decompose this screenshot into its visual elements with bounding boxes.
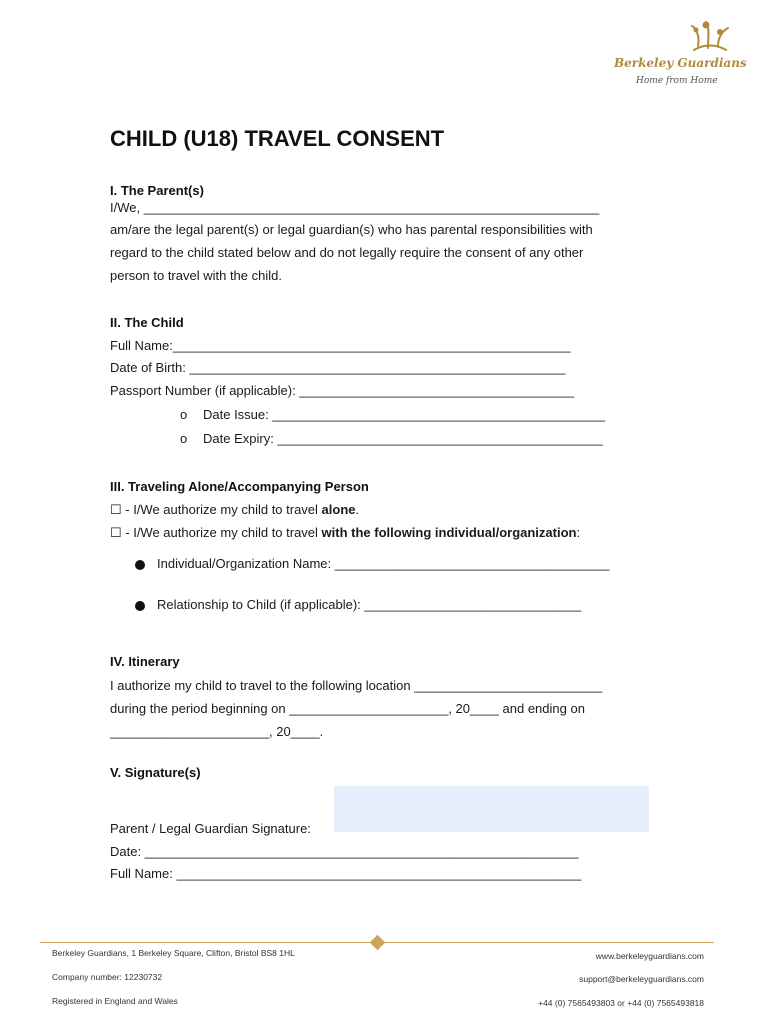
passport-expiry-date-field[interactable]: Date Expiry: _____________________________________________ bbox=[203, 431, 603, 446]
companion-name-field[interactable]: Individual/Organization Name: ______________________________________ bbox=[157, 556, 610, 571]
passport-issue-date-field[interactable]: Date Issue: ______________________________________________ bbox=[203, 407, 605, 422]
signature-label: Parent / Legal Guardian Signature: bbox=[110, 821, 311, 836]
parents-statement-line1: am/are the legal parent(s) or legal guardian(s) who has parental responsibilities with bbox=[110, 222, 593, 237]
brand-logo-icon bbox=[690, 20, 730, 54]
companion-relationship-field[interactable]: Relationship to Child (if applicable): ______________________________ bbox=[157, 597, 582, 612]
footer-phone: +44 (0) 7565493803 or +44 (0) 7565493818 bbox=[538, 998, 704, 1008]
checkbox-label-bold: with the following individual/organization bbox=[321, 525, 577, 540]
bullet-icon bbox=[135, 601, 145, 611]
section-itinerary-heading: IV. Itinerary bbox=[110, 654, 180, 669]
destination-field[interactable]: I authorize my child to travel to the following location __________________________ bbox=[110, 678, 603, 693]
section-travel-heading: III. Traveling Alone/Accompanying Person bbox=[110, 479, 369, 494]
checkbox-label-suffix: . bbox=[355, 502, 360, 517]
travel-accompanied-checkbox[interactable] bbox=[110, 525, 580, 541]
bullet-icon bbox=[135, 560, 145, 570]
checkbox-label: ☐ - I/We authorize my child to travel bbox=[110, 502, 322, 517]
parents-statement-line3: person to travel with the child. bbox=[110, 268, 282, 283]
list-marker: o bbox=[180, 431, 188, 446]
travel-end-date-field[interactable]: ______________________, 20____. bbox=[110, 724, 324, 739]
signature-date-field[interactable]: Date: ____________________________________________________________ bbox=[110, 844, 579, 859]
footer-email-link[interactable]: support@berkeleyguardians.com bbox=[579, 974, 704, 984]
signature-input-box[interactable] bbox=[334, 786, 649, 832]
footer-website-link[interactable]: www.berkeleyguardians.com bbox=[595, 951, 704, 961]
footer-company-number: Company number: 12230732 bbox=[52, 972, 163, 982]
footer-registration: Registered in England and Wales bbox=[52, 996, 178, 1006]
document-title: CHILD (U18) TRAVEL CONSENT bbox=[110, 126, 445, 151]
footer-address: Berkeley Guardians, 1 Berkeley Square, Clifton, Bristol BS8 1HL bbox=[52, 948, 295, 958]
child-full-name-field[interactable]: Full Name:_______________________________________________________ bbox=[110, 338, 571, 353]
child-dob-field[interactable]: Date of Birth: ____________________________________________________ bbox=[110, 360, 566, 375]
section-parents-heading: I. The Parent(s) bbox=[110, 183, 204, 198]
section-child-heading: II. The Child bbox=[110, 315, 184, 330]
travel-period-field[interactable]: during the period beginning on ______________________, 20____ and ending on bbox=[110, 701, 585, 716]
brand-tagline: Home from Home bbox=[636, 76, 718, 86]
footer-diamond-icon bbox=[370, 935, 386, 951]
checkbox-label-bold: alone bbox=[321, 502, 356, 517]
checkbox-label-suffix: : bbox=[576, 525, 581, 540]
passport-number-field[interactable]: Passport Number (if applicable): ______________________________________ bbox=[110, 383, 575, 398]
checkbox-label: ☐ - I/We authorize my child to travel bbox=[110, 525, 322, 540]
signature-full-name-field[interactable]: Full Name: ________________________________________________________ bbox=[110, 866, 582, 881]
parent-name-field[interactable]: I/We, _______________________________________________________________ bbox=[110, 200, 600, 215]
travel-alone-checkbox[interactable] bbox=[110, 502, 359, 518]
list-marker: o bbox=[180, 407, 188, 422]
brand-name: Berkeley Guardians bbox=[614, 56, 747, 70]
parents-statement-line2: regard to the child stated below and do not legally require the consent of any other bbox=[110, 245, 584, 260]
section-signatures-heading: V. Signature(s) bbox=[110, 765, 201, 780]
